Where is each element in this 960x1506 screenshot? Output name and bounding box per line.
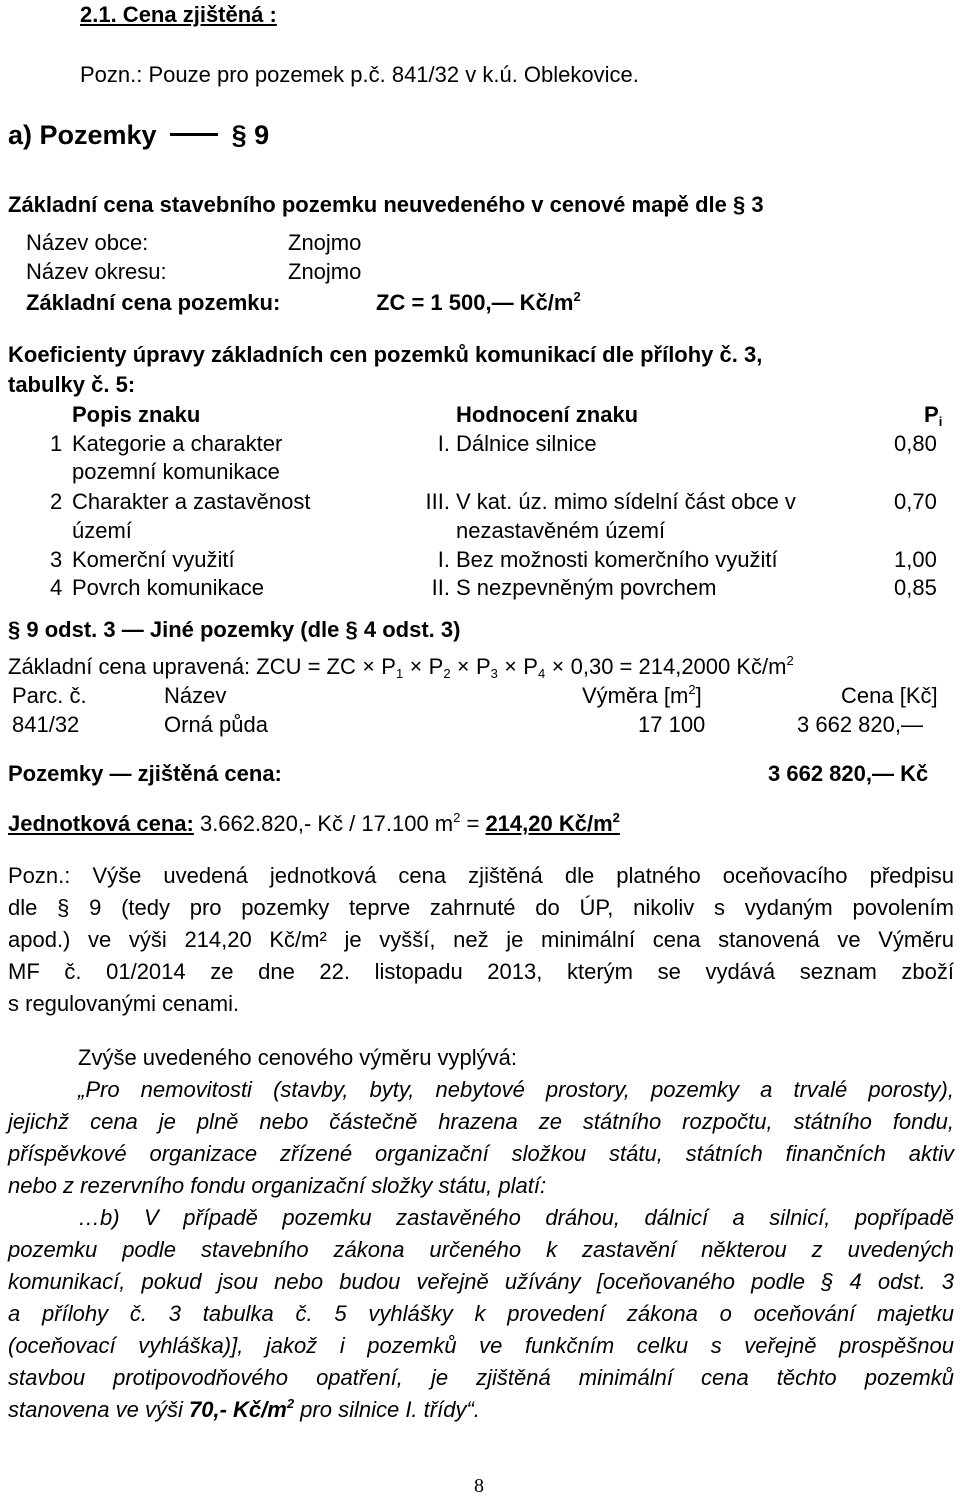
obec-value: Znojmo	[288, 230, 362, 255]
other-land-line	[8, 619, 460, 641]
section-a-label: a) Pozemky	[8, 120, 157, 150]
table-row-popis: Povrch komunikace	[72, 575, 264, 600]
quote-line: komunikací, pokud jsou nebo budou veřejně užívány [oceňovaného podle § 4 odst. 3	[8, 1269, 954, 1294]
parcel-number: 841/32	[12, 712, 80, 737]
cena-header: Cena [Kč]	[841, 683, 938, 708]
quote-last-b-text: 70,- Kč/m	[188, 1397, 287, 1422]
note-line: s regulovanými cenami.	[8, 991, 240, 1016]
paragraph-sign-icon: §	[231, 120, 247, 150]
parc-header: Parc. č.	[12, 683, 87, 708]
zcu-line	[8, 653, 794, 681]
note-line: apod.) ve výši 214,20 Kč/m² je vyšší, než je minimální cena stanovená ve Výměru	[8, 927, 954, 952]
table-row-num: 1	[50, 431, 63, 456]
table-row-hodnoceni: S nezpevněným povrchem	[456, 575, 717, 600]
paragraph-sign-icon: §	[733, 192, 746, 217]
coef-title-2: tabulky č. 5:	[8, 372, 136, 397]
other-land-tail: 4 odst. 3)	[363, 617, 461, 642]
multiply-icon: ✕	[456, 659, 470, 676]
superscript: 2	[453, 810, 461, 825]
table-row-popis2: území	[72, 518, 132, 543]
multiply-icon: ✕	[503, 659, 518, 676]
subscript: 4	[537, 666, 546, 681]
table-row-popis: Charakter a zastavěnost	[72, 489, 311, 514]
unit-price-line	[8, 810, 620, 836]
table-row-grade: I.	[437, 547, 450, 572]
table-row-hodnoceni: V kat. úz. mimo sídelní část obce v	[456, 489, 796, 514]
vymera-header	[582, 682, 702, 708]
table-row-value: 0,80	[894, 431, 937, 456]
unit-price-calc: 3.662.820,- Kč / 17.100 m	[193, 811, 454, 836]
note-line: MF č. 01/2014 ze dne 22. listopadu 2013, kterým se vydává seznam zboží	[8, 959, 954, 984]
superscript: 2	[786, 653, 794, 668]
table-row-popis: Komerční využití	[72, 547, 235, 572]
quote-line: stavbou protipovodňového opatření, je zjištěná minimální cena těchto pozemků	[8, 1365, 954, 1390]
quote-last-c: pro silnice I. třídy	[294, 1397, 467, 1422]
unit-price-label: Jednotková cena:	[8, 811, 194, 836]
table-row-hodnoceni2: nezastavěném území	[456, 518, 666, 543]
section-heading: 2.1. Cena zjištěná :	[80, 2, 277, 27]
other-land-text: 9 odst. 3 — Jiné pozemky (dle	[26, 617, 340, 642]
note-top: Pozn.: Pouze pro pozemek p.č. 841/32 v k.ú. Oblekovice.	[80, 62, 639, 87]
paragraph-sign-icon: §	[8, 617, 21, 642]
page-number: 8	[474, 1475, 484, 1497]
table-row-hodnoceni: Dálnice silnice	[456, 431, 597, 456]
quote-paragraph	[8, 1074, 954, 1426]
quote-line: a přílohy č. 3 tabulka č. 5 vyhlášky k provedení zákona o oceňování majetku	[8, 1301, 954, 1326]
table-header-hodnoceni: Hodnocení znaku	[456, 402, 639, 427]
section-a-title	[8, 122, 269, 149]
table-header-popis: Popis znaku	[72, 402, 201, 427]
p2-letter: P	[428, 654, 444, 679]
p-letter: P	[924, 402, 939, 427]
table-row-popis: Kategorie a charakter	[72, 431, 283, 456]
note-line: dle § 9 (tedy pro pozemky teprve zahrnuté do ÚP, nikoliv s vydaným povolením	[8, 895, 954, 920]
multiply-icon: ✕	[409, 659, 423, 676]
superscript: 2	[612, 810, 620, 825]
p1-letter: P	[381, 654, 396, 679]
quote-line: „Pro nemovitosti (stavby, byty, nebytové prostory, pozemky a trvalé porosty),	[78, 1077, 954, 1102]
zc-value	[376, 289, 581, 315]
unit-price-result-text: 214,20 Kč/m	[485, 811, 613, 836]
okres-label: Název okresu:	[26, 259, 167, 284]
table-row-popis2: pozemní komunikace	[72, 459, 280, 484]
table-row-num: 3	[50, 547, 63, 572]
table-row-hodnoceni: Bez možnosti komerčního využití	[456, 547, 778, 572]
multiply-icon: ✕	[361, 659, 376, 676]
basic-price-title-num: 3	[751, 192, 764, 217]
coef-title-1: Koeficienty úpravy základních cen pozemků komunikací dle přílohy č. 3,	[8, 342, 763, 367]
superscript: 2	[688, 682, 696, 697]
quote-last-b	[189, 1397, 294, 1422]
table-row-grade: III.	[425, 489, 450, 514]
note-paragraph	[8, 860, 954, 1020]
p4-letter: P	[523, 654, 538, 679]
total-label: Pozemky — zjištěná cena:	[8, 761, 282, 786]
zcu-tail: 0,30 = 214,2000 Kč/m	[570, 654, 787, 679]
table-row-value: 1,00	[894, 547, 937, 572]
subscript: 2	[443, 666, 451, 681]
quote-line: nebo z rezervního fondu organizační složky státu, platí:	[8, 1173, 547, 1198]
subscript: 3	[490, 666, 498, 681]
p3-letter: P	[475, 654, 491, 679]
quote-line: (oceňovací vyhláška)], jakož i pozemků ve funkčním celku s veřejně prospěšnou	[8, 1333, 954, 1358]
parcel-area: 17 100	[638, 712, 706, 737]
okres-value: Znojmo	[288, 259, 362, 284]
zc-label: Základní cena pozemku:	[26, 290, 281, 315]
superscript: 2	[573, 289, 581, 304]
unit-price-eq: =	[460, 811, 486, 836]
multiply-icon: ✕	[551, 659, 565, 676]
quote-line: pozemku podle stavebního zákona určeného k zastavění některou z uvedených	[8, 1237, 954, 1262]
table-row-value: 0,85	[894, 575, 937, 600]
nazev-header: Název	[164, 683, 227, 708]
quote-last-d: “.	[466, 1397, 480, 1422]
basic-price-title	[8, 194, 764, 216]
parcel-price: 3 662 820,—	[797, 712, 923, 737]
vymera-header-end: ]	[695, 683, 702, 708]
subscript: 1	[395, 666, 404, 681]
quote-line-last	[8, 1394, 954, 1426]
zc-value-text: ZC = 1 500,— Kč/m	[376, 290, 574, 315]
quote-last-a: stanovena ve výši	[8, 1397, 189, 1422]
quote-line: příspěvkové organizace zřízené organizační složkou státu, státních finančních aktiv	[8, 1141, 954, 1166]
vymera-header-text: Výměra [m	[582, 683, 689, 708]
quote-line: jejichž cena je plně nebo částečně hrazena ze státního rozpočtu, státního fondu,	[8, 1109, 954, 1134]
obec-label: Název obce:	[26, 230, 149, 255]
quote-intro: Zvýše uvedeného cenového výměru vyplývá:	[78, 1045, 518, 1070]
table-row-grade: II.	[431, 575, 450, 600]
zcu-label: Základní cena upravená: ZCU = ZC	[8, 654, 356, 679]
table-row-num: 4	[50, 575, 63, 600]
basic-price-title-text: Základní cena stavebního pozemku neuvedeného v cenové mapě dle	[8, 192, 727, 217]
note-line: Pozn.: Výše uvedená jednotková cena zjištěná dle platného oceňovacího předpisu	[8, 863, 954, 888]
total-value: 3 662 820,— Kč	[768, 761, 929, 786]
table-row-value: 0,70	[894, 489, 937, 514]
table-row-num: 2	[50, 489, 63, 514]
section-number: 9	[254, 120, 270, 150]
paragraph-sign-icon: §	[345, 617, 358, 642]
quote-line: …b) V případě pozemku zastavěného dráhou, dálnicí a silnicí, popřípadě	[78, 1205, 954, 1230]
subscript: i	[938, 414, 943, 429]
parcel-name: Orná půda	[164, 712, 268, 737]
table-row-grade: I.	[437, 431, 450, 456]
unit-price-result	[485, 811, 619, 836]
table-header-p	[924, 402, 943, 429]
dash-line	[170, 133, 218, 136]
superscript: 2	[286, 1396, 295, 1411]
